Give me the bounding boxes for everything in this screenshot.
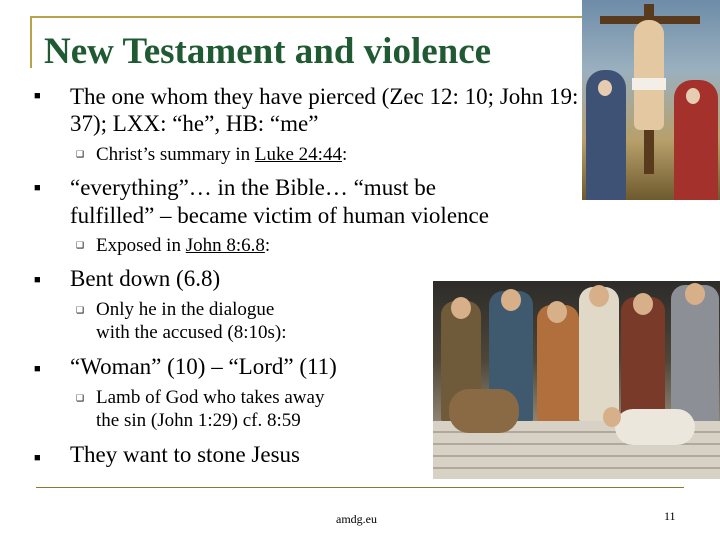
- bullet-1-text: [70, 83, 590, 137]
- hollow-square-bullet-icon: ❑: [76, 149, 85, 159]
- bullet-1-sub: [96, 143, 347, 166]
- page-number: 11: [664, 509, 676, 523]
- hollow-square-bullet-icon: ❑: [76, 240, 85, 250]
- john-link[interactable]: John 8:6.8: [185, 235, 265, 256]
- luke-link[interactable]: Luke 24:44: [254, 144, 342, 165]
- bullet-1-label: The one whom they have pierced (Zec 12: 10; John 19: 37); LXX: “he”, HB: “me”: [70, 84, 579, 136]
- square-bullet-icon: ■: [34, 363, 41, 375]
- bullet-4-sub-line2: the sin (John 1:29) cf. 8:59: [96, 410, 301, 431]
- bullet-1-sub-pre: Christ’s summary in: [96, 144, 255, 165]
- hollow-square-bullet-icon: ❑: [76, 305, 85, 315]
- bullet-5-text: They want to stone Jesus: [70, 442, 300, 467]
- crucifixion-painting: [582, 0, 720, 200]
- stage-scene-photo: [433, 281, 720, 479]
- bullet-2-sub-post: :: [264, 235, 271, 256]
- square-bullet-icon: ■: [34, 452, 41, 464]
- hollow-square-bullet-icon: ❑: [76, 393, 85, 403]
- bullet-3-sub-line2: with the accused (8:10s):: [96, 322, 287, 343]
- square-bullet-icon: ■: [34, 182, 41, 194]
- bullet-1-sub-post: :: [341, 144, 348, 165]
- title-frame-top: [30, 16, 590, 18]
- bullet-2-sub-pre: Exposed in: [96, 235, 186, 256]
- bullet-3-sub-line1: Only he in the dialogue: [96, 299, 275, 320]
- bullet-2-sub: [96, 234, 270, 257]
- title-frame-left: [30, 16, 32, 68]
- square-bullet-icon: ■: [34, 274, 41, 286]
- bullet-3-text: Bent down (6.8): [70, 266, 221, 291]
- bullet-2-line1: “everything”… in the Bible… “must be: [70, 175, 436, 200]
- bullet-4-sub-line1: Lamb of God who takes away: [96, 387, 325, 408]
- bullet-4-text: “Woman” (10) – “Lord” (11): [70, 354, 337, 379]
- bullet-2-line2: fulfilled” – became victim of human violence: [70, 203, 489, 228]
- footer-divider: [36, 487, 684, 488]
- square-bullet-icon: ■: [34, 90, 41, 102]
- footer-text: amdg.eu: [336, 512, 377, 526]
- slide-title: New Testament and violence: [44, 31, 492, 72]
